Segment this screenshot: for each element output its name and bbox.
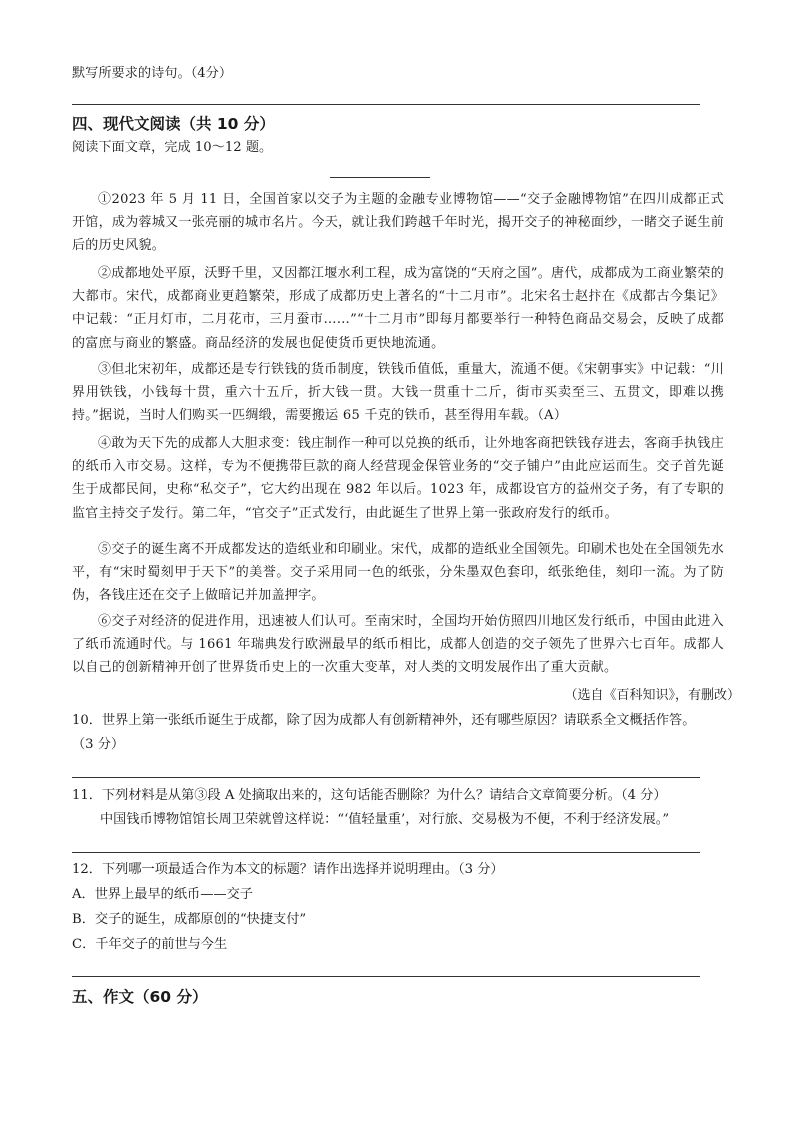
- question-11-stem: 11．下列材料是从第③段 A 处摘取出来的，这句话能否删除？为什么？请结合文章简要分析。（4 分）: [72, 788, 667, 803]
- question-10-stem: 10．世界上第一张纸币诞生于成都，除了因为成都人有创新精神外，还有哪些原因？请联系全文概括作答。: [72, 713, 696, 728]
- option-c: C．千年交子的前世与今生: [72, 937, 228, 952]
- section-4-title: 四、现代文阅读（共 10 分）: [72, 115, 275, 133]
- paragraph-2: ②成都地处平原，沃野千里，又因都江堰水利工程，成为富饶的“天府之国”。唐代，成都成为工商业繁荣的大都市。宋代，成都商业更趋繁荣，形成了成都历史上著名的“十二月市”。北宋名士赵抃在《成都古今集记》中记载：“正月灯市，二月花市，三月蚕市……”“十二月市”即每月都要举行一种特色商品交易会，反映了成都的富庶与商业的繁盛。商品经济的发展也促使货币更快地流通。: [72, 266, 724, 351]
- option-a: A．世界上最早的纸币——交子: [72, 887, 253, 902]
- answer-line: [72, 976, 700, 977]
- paragraph-4: ④敢为天下先的成都人大胆求变：钱庄制作一种可以兑换的纸币，让外地客商把铁钱存进去，客商手执钱庄的纸币入市交易。这样，专为不便携带巨款的商人经营现金保管业务的“交子铺户”由此应运而生。交子首先诞生于成都民间，史称“私交子”，它大约出现在 982 年以后。1023 年，成都设官方的益州交子务，有了专职的监官主持交子发行。第二年，“官交子”正式发行，由此诞生了世界上第一张政府发行的纸币。: [72, 436, 724, 521]
- answer-line: [72, 104, 700, 105]
- top-instruction: 默写所要求的诗句。（4分）: [72, 66, 233, 81]
- answer-line: [72, 852, 700, 853]
- section-5-title: 五、作文（60 分）: [72, 988, 208, 1006]
- article-divider: [330, 177, 430, 178]
- question-10-points: （3 分）: [72, 737, 125, 752]
- answer-line: [72, 777, 700, 778]
- question-11-quote: 中国钱币博物馆馆长周卫荣就曾这样说：“‘值轻量重’，对行旅、交易极为不便，不利于经济发展。”: [100, 812, 670, 827]
- paragraph-5: ⑤交子的诞生离不开成都发达的造纸业和印刷业。宋代，成都的造纸业全国领先。印刷术也处在全国领先水平，有“宋时蜀刻甲于天下”的美誉。交子采用同一色的纸张，分朱墨双色套印，纸张绝佳，刻印一流。为了防伪，各钱庄还在交子上做暗记并加盖押字。: [72, 542, 724, 604]
- paragraph-6: ⑥交子对经济的促进作用，迅速被人们认可。至南宋时，全国均开始仿照四川地区发行纸币，中国由此进入了纸币流通时代。与 1661 年瑞典发行欧洲最早的纸币相比，成都人创造的交子领先了世界六七百年。成都人以自己的创新精神开创了世界货币史上的一次重大变革，对人类的文明发展作出了重大贡献。: [72, 614, 724, 676]
- paragraph-1: ①2023 年 5 月 11 日，全国首家以交子为主题的金融专业博物馆——“交子金融博物馆”在四川成都正式开馆，成为蓉城又一张亮丽的城市名片。今天，就让我们跨越千年时光，揭开交子的神秘面纱，一睹交子诞生前后的历史风貌。: [72, 192, 724, 254]
- option-b: B．交子的诞生，成都原创的“快捷支付”: [72, 912, 307, 927]
- paragraph-3: ③但北宋初年，成都还是专行铁钱的货币制度，铁钱币值低，重量大，流通不便。《宋朝事实》中记载：“川界用铁钱，小钱每十贯，重六十五斤，折大钱一贯。大钱一贯重十二斤，街市买卖至三、五贯文，即难以携持。”据说，当时人们购买一匹绸缎，需要搬运 65 千克的铁币，甚至得用车载。（A）: [72, 362, 724, 424]
- question-12-stem: 12．下列哪一项最适合作为本文的标题？请作出选择并说明理由。（3 分）: [72, 862, 504, 877]
- section-4-intro: 阅读下面文章，完成 10～12 题。: [72, 140, 273, 155]
- article-source: （选自《百科知识》，有删改）: [564, 688, 740, 703]
